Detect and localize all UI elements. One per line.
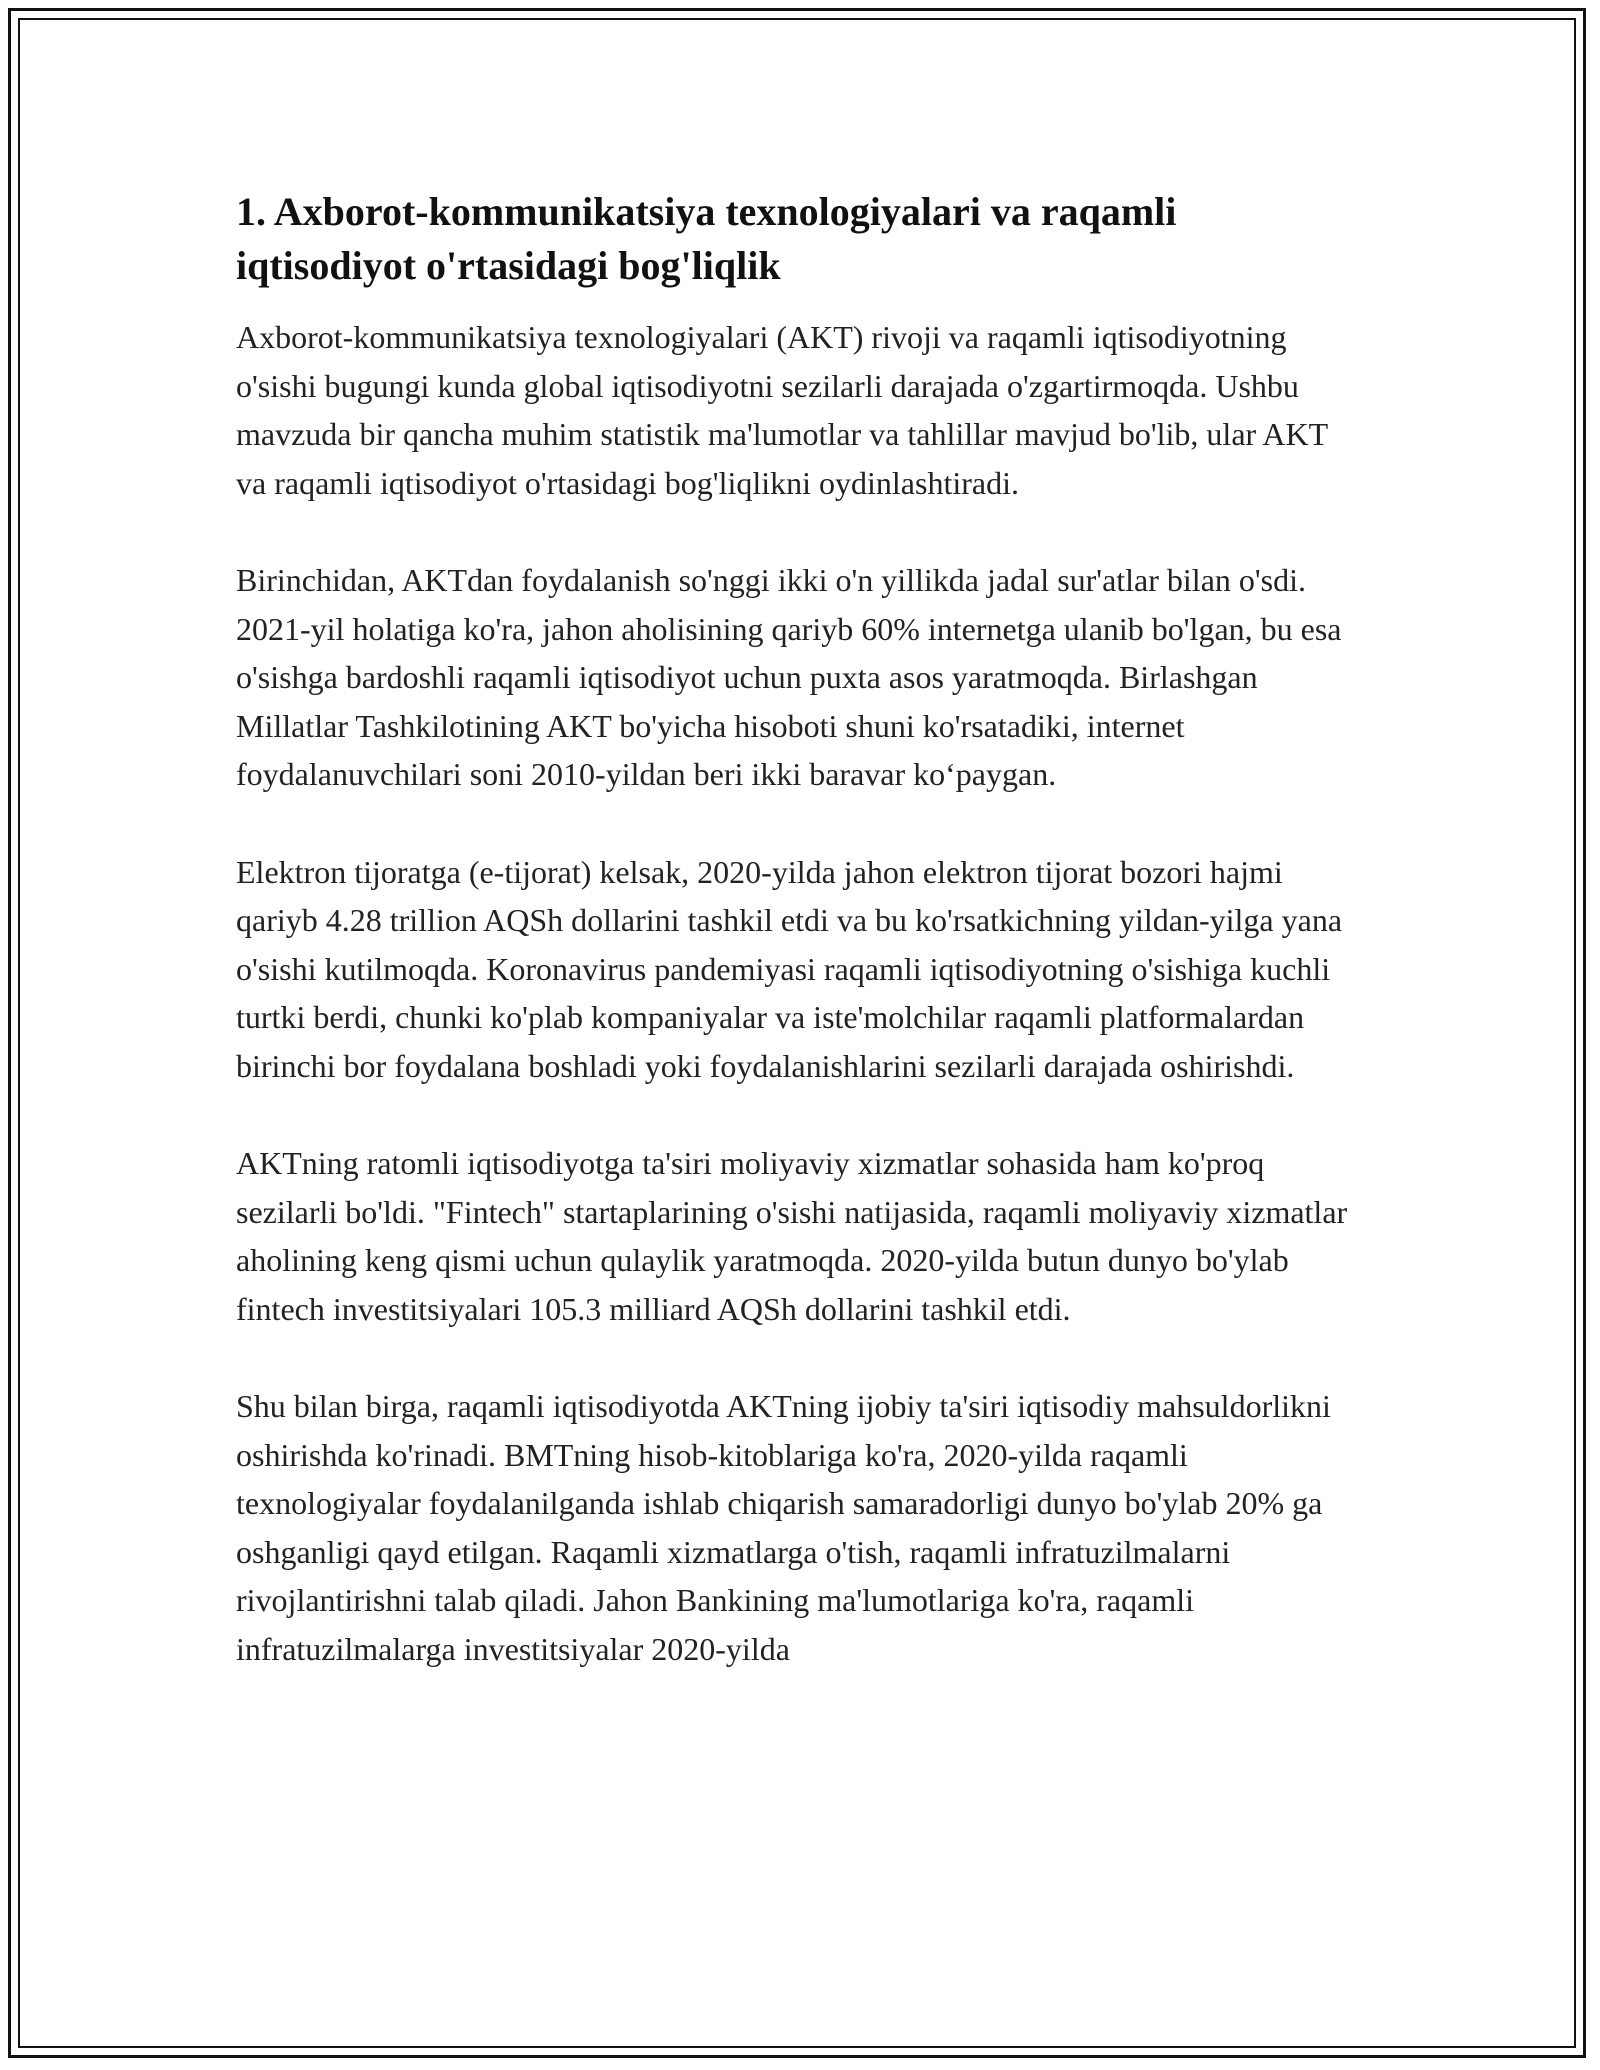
paragraph-productivity: Shu bilan birga, raqamli iqtisodiyotda AKTning ijobiy ta'siri iqtisodiy mahsuldorlikni oshirishda ko'rinadi. BMTning hisob-kitoblariga ko'ra, 2020-yilda raqamli texnologiyalar foydalanilganda ishlab chiqarish samaradorligi dunyo bo'ylab 20% ga oshganligi qayd etilgan. Raqamli xizmatlarga o'tish, raqamli infratuzilmalarni rivojlantirishni talab qiladi. Jahon Bankining ma'lumotlariga ko'ra, raqamli infratuzilmalarga investitsiyalar 2020-yilda bbox=[236, 1388, 1331, 1667]
paragraph-intro: Axborot-kommunikatsiya texnologiyalari (AKT) rivoji va raqamli iqtisodiyotning o'sishi bugungi kunda global iqtisodiyotni sezilarli darajada o'zgartirmoqda. Ushbu mavzuda bir qancha muhim statistik ma'lumotlar va tahlillar mavjud bo'lib, ular AKT va raqamli iqtisodiyot o'rtasidagi bog'liqlikni oydinlashtiradi. bbox=[236, 319, 1328, 501]
document-body bbox=[236, 185, 1364, 1673]
section-title: 1. Axborot-kommunikatsiya texnologiyalari va raqamli iqtisodiyot o'rtasidagi bog'liqlik bbox=[236, 189, 1177, 288]
paragraph-fintech: AKTning ratomli iqtisodiyotga ta'siri moliyaviy xizmatlar sohasida ham ko'proq sezilarli bo'ldi. "Fintech" startaplarining o'sishi natijasida, raqamli moliyaviy xizmatlar aholining keng qismi uchun qulaylik yaratmoqda. 2020-yilda butun dunyo bo'ylab fintech investitsiyalari 105.3 milliard AQSh dollarini tashkil etdi. bbox=[236, 1145, 1348, 1327]
paragraph-internet-usage: Birinchidan, AKTdan foydalanish so'nggi ikki o'n yillikda jadal sur'atlar bilan o'sdi. 2021-yil holatiga ko'ra, jahon aholisining qariyb 60% internetga ulanib bo'lgan, bu esa o'sishga bardoshli raqamli iqtisodiyot uchun puxta asos yaratmoqda. Birlashgan Millatlar Tashkilotining AKT bo'yicha hisoboti shuni ko'rsatadiki, internet foydalanuvchilari soni 2010-yildan beri ikki baravar ko‘paygan. bbox=[236, 562, 1342, 792]
paragraph-e-commerce: Elektron tijoratga (e-tijorat) kelsak, 2020-yilda jahon elektron tijorat bozori hajmi qariyb 4.28 trillion AQSh dollarini tashkil etdi va bu ko'rsatkichning yildan-yilga yana o'sishi kutilmoqda. Koronavirus pandemiyasi raqamli iqtisodiyotning o'sishiga kuchli turtki berdi, chunki ko'plab kompaniyalar va iste'molchilar raqamli platformalardan birinchi bor foydalana boshladi yoki foydalanishlarini sezilarli darajada oshirishdi. bbox=[236, 853, 1343, 1084]
